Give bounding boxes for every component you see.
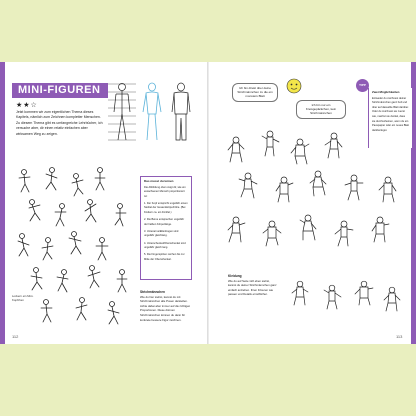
- speech-bubble-left: Ich bin direkt über deine Strichmännchen zu die ein monsters Blatt: [232, 83, 278, 102]
- right-page-number: 113: [396, 334, 403, 339]
- info-box-line: 1. Der Kopf entspricht ungefähr einem Siebtel der Gesamtkörperhöhe. (Bei Kindern ca. ein Fünftel.): [144, 201, 188, 215]
- tip-text: Entweder du zeichnest deiner Strichmännchen ganz hell und über auf dasselbe Blatt darüber. Oder du zeichnest sie zuerst wie, machst sie dunkel, dass sie durchscheinen, wenn du ein Pauspapier oder ein neues Blatt darüberlegst.: [372, 96, 409, 132]
- info-box-line: 2. Die Beine entsprechen ungefähr der halben Körperlänge.: [144, 218, 185, 226]
- difficulty-stars: ★★☆: [16, 102, 38, 109]
- stick-figures-text: Wie du hier siehst, kannst du mit Strichmännchen alle Posen darstellen. Achte dabei aber immer auf die richtigen Proportionen. Diese dünnen Strichmännchen können du dann für konkrete bessere Figur zeichnen.: [140, 294, 191, 322]
- left-page-edge: [0, 62, 5, 344]
- clothing-column: [228, 274, 278, 297]
- left-page-number: 112: [12, 334, 19, 339]
- intro-text: Jetzt kommen wir zum eigentlichen Thema dieses Kapitels, nämlich zum Zeichnen kompletter Menschen. Zu diesem Thema gibt es umfangreiche Lehrbücher, ich versuche aber, dir einen relativ einfachen aber wirksamen Weg zu zeigen.: [16, 110, 103, 136]
- dressed-figure-cluster: [214, 120, 410, 270]
- tip-heading: Zwei Möglichkeiten: [372, 90, 400, 94]
- clothing-heading: Kleidung: [228, 274, 242, 278]
- small-figures-bottom: [284, 272, 408, 332]
- tip-badge: TIPP: [356, 79, 369, 92]
- stick-figure-cluster: [12, 162, 138, 332]
- info-box-line: 3. Unterarme/Ellenbogen sind ungefähr gleichlang.: [144, 229, 179, 238]
- figure-caption: Lockern ein Mini-Kopfchen: [12, 294, 34, 302]
- proportion-figures: [106, 78, 198, 150]
- stick-figures-column: [140, 290, 194, 322]
- info-box-heading: Das musst du lernen: [144, 179, 174, 183]
- page-title: MINI-FIGUREN: [12, 83, 108, 98]
- info-box-line: 4. Unterschenkel/Oberschenkel sind ungefähr gleich lang.: [144, 241, 186, 250]
- clothing-text: Wie du auf Seite 122 eben siehst, kannst du deiner Strichmännchen ganz einfach anziehen. Ihren Frisuren wie passen und Details ernsthlicher.: [228, 278, 277, 297]
- smiley-icon: [286, 78, 302, 94]
- info-box: [140, 176, 192, 280]
- info-box-line: Die Abbildung oben zeigt dir, wie ein erwachsener Mensch proportioniert ist:: [144, 185, 186, 198]
- stick-figures-heading: Strichmännchen: [140, 290, 165, 294]
- info-box-line: 5. Die Fingerspitzen reichen bis zur Mitte der Oberschenkel.: [144, 253, 185, 261]
- book-spread: [0, 62, 416, 344]
- speech-bubble-top: Ich bin nur ein Kreisgepäckchen, kein Strichmännchen: [296, 100, 346, 119]
- book-gutter: [207, 62, 209, 344]
